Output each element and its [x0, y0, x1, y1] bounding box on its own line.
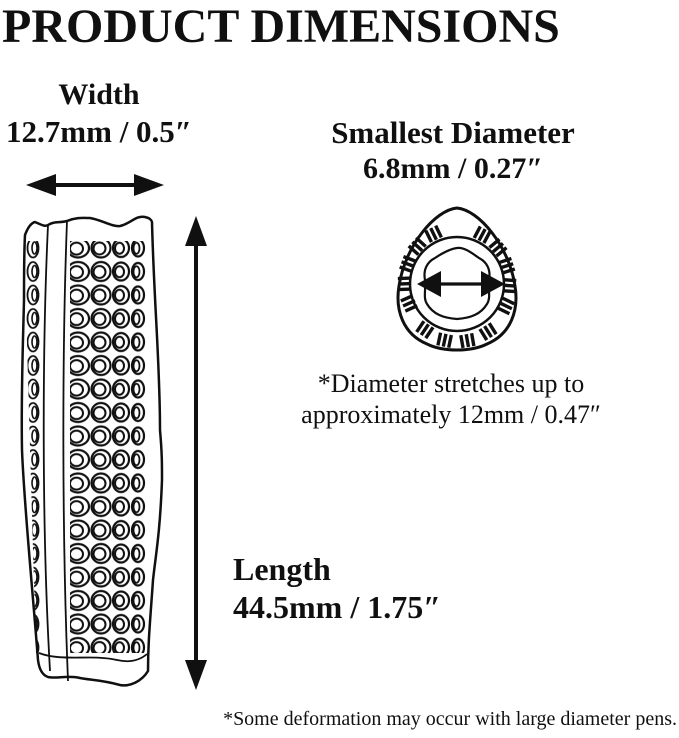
- width-value: 12.7mm / 0.5″: [6, 114, 192, 149]
- length-value: 44.5mm / 1.75″: [233, 589, 441, 625]
- diameter-note: [277, 368, 625, 430]
- smallest-diameter-label: Smallest Diameter: [331, 115, 575, 150]
- width-double-arrow-icon: [26, 171, 164, 199]
- length-spec: [233, 550, 441, 626]
- page-title: PRODUCT DIMENSIONS: [2, 0, 560, 53]
- width-label: Width: [58, 78, 140, 111]
- grip-cross-section-illustration: [383, 202, 531, 360]
- smallest-diameter-value: 6.8mm / 0.27″: [363, 152, 543, 185]
- diameter-note-line1: *Diameter stretches up to: [317, 369, 585, 398]
- length-double-arrow-icon: [181, 216, 211, 690]
- smallest-diameter-spec: [303, 114, 603, 186]
- footnote: *Some deformation may occur with large diameter pens.: [223, 708, 677, 730]
- bore-double-arrow-icon: [417, 271, 505, 297]
- length-label: Length: [233, 551, 331, 587]
- pen-grip-illustration: [12, 203, 202, 703]
- diameter-note-line2: approximately 12mm / 0.47″: [301, 400, 601, 429]
- width-spec: [0, 76, 198, 150]
